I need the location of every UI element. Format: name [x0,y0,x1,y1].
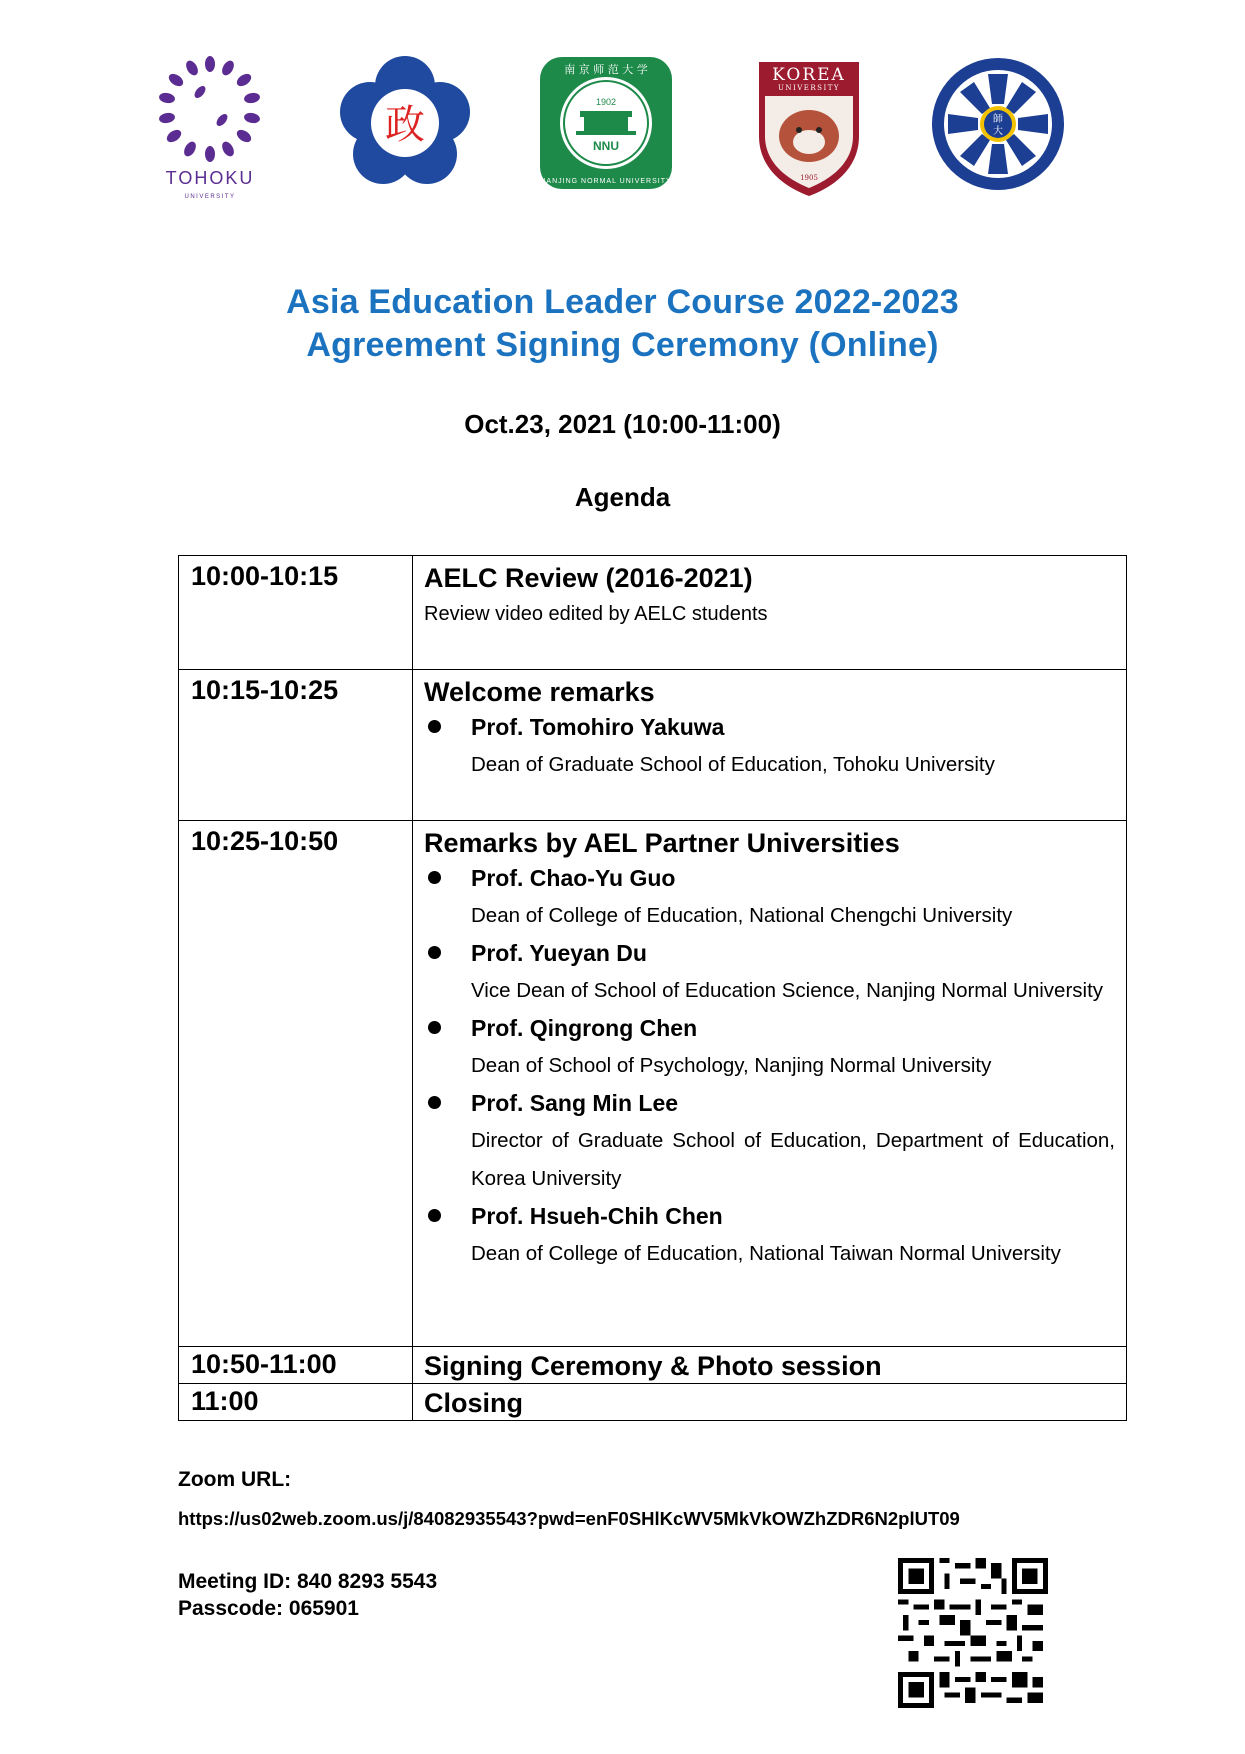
passcode: Passcode: 065901 [178,1597,359,1620]
zoom-url-link[interactable]: https://us02web.zoom.us/j/84082935543?pwd=enF0SHlKcWV5MkVkOWZhZDR6N2plUT09 [178,1508,960,1529]
agenda-row [179,556,1127,670]
agenda-row [179,1347,1127,1384]
bullet-icon [428,1209,441,1222]
agenda-item-title: AELC Review (2016-2021) [424,563,753,593]
speaker-name: Prof. Yueyan Du [471,940,647,966]
event-title: Asia Education Leader Course 2022-2023 [286,283,959,321]
bullet-icon [428,1096,441,1109]
speaker-role: Dean of College of Education, National Chengchi University [471,904,1013,927]
agenda-item-title: Signing Ceremony & Photo session [424,1351,882,1381]
speaker-name: Prof. Qingrong Chen [471,1015,698,1041]
speaker-role: Dean of School of Psychology, Nanjing Normal University [471,1054,992,1077]
speaker-role: Dean of College of Education, National Taiwan Normal University [471,1242,1061,1265]
national-taiwan-normal-university-logo [930,56,1066,192]
event-date: Oct.23, 2021 (10:00-11:00) [464,409,781,439]
bullet-icon [428,1021,441,1034]
zoom-url-label: Zoom URL: [178,1468,292,1491]
korea-university-logo [755,58,863,198]
meeting-id: Meeting ID: 840 8293 5543 [178,1570,438,1593]
svg-text:UNIVERSITY: UNIVERSITY [777,84,841,92]
national-chengchi-university-logo [338,56,472,190]
tohoku-university-logo [140,52,280,202]
speaker [424,1085,1115,1122]
speaker-name: Prof. Sang Min Lee [471,1090,679,1116]
university-logos [0,48,1245,208]
zoom-qr-code[interactable] [898,1558,1048,1708]
svg-text:NNU: NNU [593,139,619,153]
speaker-name: Prof. Hsueh-Chih Chen [471,1203,723,1229]
agenda-item [413,1384,1127,1421]
speaker-name: Prof. Chao-Yu Guo [471,865,676,891]
agenda-item [413,821,1127,1347]
agenda-row [179,821,1127,1347]
svg-text:1905: 1905 [800,174,818,182]
agenda-heading: Agenda [574,482,671,512]
speaker-role: Vice Dean of School of Education Science, Nanjing Normal University [471,979,1104,1002]
speaker [424,935,1115,972]
agenda-item-title: Closing [424,1388,523,1418]
bullet-icon [428,946,441,959]
speaker [424,709,1115,746]
agenda-item-title: Remarks by AEL Partner Universities [424,828,900,858]
speaker-role: Dean of Graduate School of Education, Tohoku University [471,753,995,776]
agenda-time: 10:25-10:50 [179,821,413,1347]
svg-text:KOREA: KOREA [772,65,846,85]
speaker [424,1010,1115,1047]
agenda-time: 11:00 [179,1384,413,1421]
agenda-row [179,1384,1127,1421]
agenda-time: 10:15-10:25 [179,670,413,821]
svg-text:師: 師 [993,114,1003,125]
svg-text:NANJING NORMAL UNIVERSITY: NANJING NORMAL UNIVERSITY [540,178,672,185]
speaker [424,860,1115,897]
svg-text:大: 大 [993,126,1003,137]
nanjing-normal-university-logo [538,55,674,191]
agenda-table [178,555,1127,1421]
agenda-item [413,670,1127,821]
bullet-icon [428,720,441,733]
svg-text:南 京 师 范 大 学: 南 京 师 范 大 学 [564,63,648,76]
svg-text:1902: 1902 [595,97,617,107]
speaker [424,1198,1115,1235]
svg-text:TOHOKU: TOHOKU [165,168,255,188]
speaker-role: Director of Graduate School of Education, Department of Education, Korea University [471,1129,1115,1190]
agenda-item-subtitle: Review video edited by AELC students [424,603,768,625]
agenda-time: 10:00-10:15 [179,556,413,670]
svg-text:政: 政 [385,102,425,148]
agenda-row [179,670,1127,821]
event-subtitle: Agreement Signing Ceremony (Online) [306,326,939,364]
speaker-name: Prof. Tomohiro Yakuwa [471,714,725,740]
bullet-icon [428,871,441,884]
svg-text:UNIVERSITY: UNIVERSITY [184,194,236,200]
agenda-time: 10:50-11:00 [179,1347,413,1384]
agenda-item [413,556,1127,670]
agenda-item-title: Welcome remarks [424,677,655,707]
agenda-item [413,1347,1127,1384]
